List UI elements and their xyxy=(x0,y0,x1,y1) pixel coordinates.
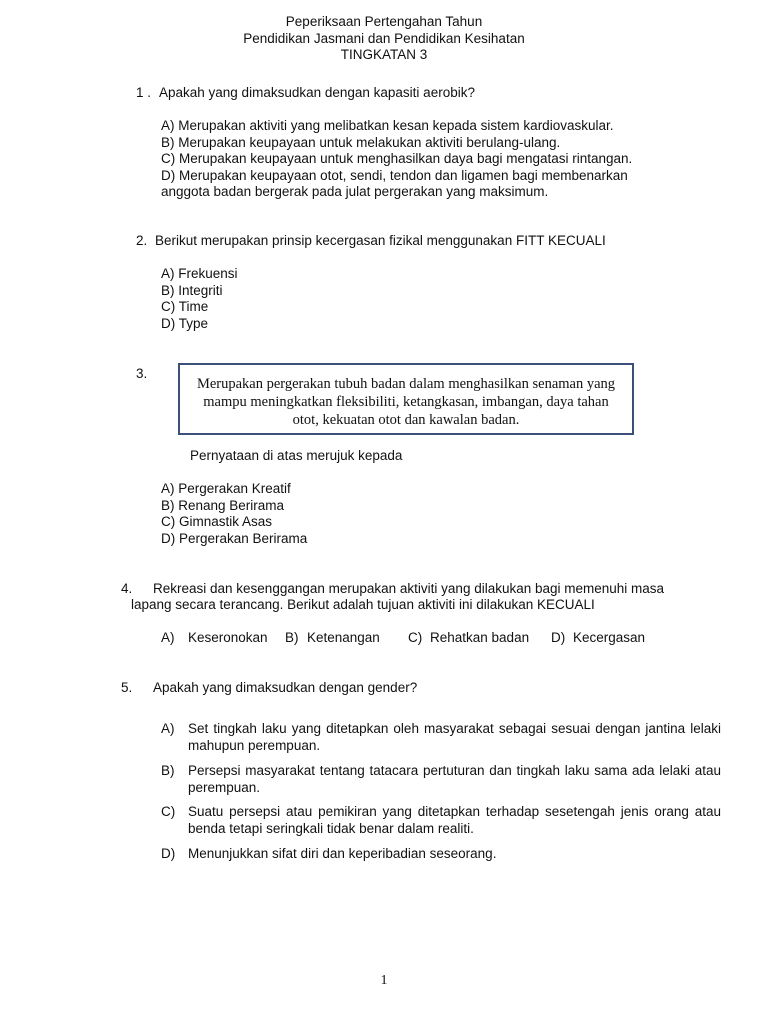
q5-option-b xyxy=(161,763,721,796)
form-level: TINGKATAN 3 xyxy=(340,47,428,62)
q2-options xyxy=(161,266,238,332)
q1-option-b: B) Merupakan keupayaan untuk melakukan aktiviti berulang-ulang. xyxy=(161,134,561,150)
q5-text: Apakah yang dimaksudkan dengan gender? xyxy=(153,680,418,695)
q2-number: 2. xyxy=(136,233,148,248)
q5-option-a xyxy=(161,721,721,754)
q2-option-a: A) Frekuensi xyxy=(161,266,238,281)
q3-options xyxy=(161,481,307,547)
q5-option-a-label: A) xyxy=(161,721,175,736)
q1-option-c: C) Merupakan keupayaan untuk menghasilkan daya bagi mengatasi rintangan. xyxy=(161,151,633,166)
q2-option-b: B) Integriti xyxy=(161,282,223,298)
q4-number: 4. xyxy=(121,581,133,596)
q4-option-a: Keseronokan xyxy=(188,630,268,645)
q3-statement-line: Merupakan pergerakan tubuh badan dalam menghasilkan senaman yang xyxy=(196,376,616,392)
q2-option-d: D) Type xyxy=(161,315,209,331)
q3-prompt: Pernyataan di atas merujuk kepada xyxy=(190,448,403,463)
q1-text: Apakah yang dimaksudkan dengan kapasiti aerobik? xyxy=(159,85,475,100)
q5-option-a-text: Set tingkah laku yang ditetapkan oleh masyarakat sebagai sesuai dengan jantina lelaki mahupun perempuan. xyxy=(188,721,721,753)
q5-option-b-text: Persepsi masyarakat tentang tatacara pertuturan dan tingkah laku sama ada lelaki atau perempuan. xyxy=(188,763,721,795)
q5-option-c-label: C) xyxy=(161,804,176,819)
q4-option-b-label: B) xyxy=(285,630,299,645)
q5-option-c xyxy=(161,804,721,837)
q5-option-c-text: Suatu persepsi atau pemikiran yang ditetapkan terhadap sesetengah jenis orang atau benda tetapi seringkali tidak benar dalam realiti. xyxy=(188,804,721,836)
q5-option-d-text: Menunjukkan sifat diri dan keperibadian seseorang. xyxy=(188,846,497,861)
q5-number: 5. xyxy=(121,680,133,695)
q5-option-b-label: B) xyxy=(161,763,175,778)
q5-option-d xyxy=(161,846,721,863)
q3-option-d: D) Pergerakan Berirama xyxy=(161,530,308,546)
q1-option-d: D) Merupakan keupayaan otot, sendi, tendon dan ligamen bagi membenarkan xyxy=(161,167,628,183)
q1-option-a: A) Merupakan aktiviti yang melibatkan kesan kepada sistem kardiovaskular. xyxy=(161,118,614,133)
q4-text-line2: lapang secara terancang. Berikut adalah tujuan aktiviti ini dilakukan KECUALI xyxy=(131,597,595,612)
q3-option-c: C) Gimnastik Asas xyxy=(161,514,273,529)
q3-number: 3. xyxy=(136,366,148,381)
q4-option-d: Kecergasan xyxy=(573,630,646,645)
q4-option-d-label: D) xyxy=(551,630,566,645)
exam-header xyxy=(0,14,768,64)
q3-statement-line: mampu meningkatkan fleksibiliti, ketangkasan, imbangan, daya tahan xyxy=(203,394,609,410)
q1-options xyxy=(161,118,632,201)
subject-title: Pendidikan Jasmani dan Pendidikan Kesihatan xyxy=(243,30,525,46)
q1-number: 1 . xyxy=(136,85,152,100)
q4-text-line1: Rekreasi dan kesenggangan merupakan aktiviti yang dilakukan bagi memenuhi masa xyxy=(153,581,665,596)
q4-option-a-label: A) xyxy=(161,630,175,645)
q4-option-b: Ketenangan xyxy=(307,630,380,645)
q1-option-d-continued: anggota badan bergerak pada julat pergerakan yang maksimum. xyxy=(161,184,549,199)
q3-statement-line: otot, kekuatan otot dan kawalan badan. xyxy=(292,412,520,428)
page-number: 1 xyxy=(380,973,388,988)
q3-option-b: B) Renang Berirama xyxy=(161,497,285,513)
q5-option-d-label: D) xyxy=(161,846,176,861)
q4-option-c-label: C) xyxy=(408,630,423,645)
q4-option-c: Rehatkan badan xyxy=(430,630,530,645)
exam-title: Peperiksaan Pertengahan Tahun xyxy=(285,14,483,29)
q2-text: Berikut merupakan prinsip kecergasan fizikal menggunakan FITT KECUALI xyxy=(155,233,606,248)
q3-option-a: A) Pergerakan Kreatif xyxy=(161,481,291,496)
q2-option-c: C) Time xyxy=(161,299,209,314)
q3-statement-box xyxy=(178,363,634,435)
